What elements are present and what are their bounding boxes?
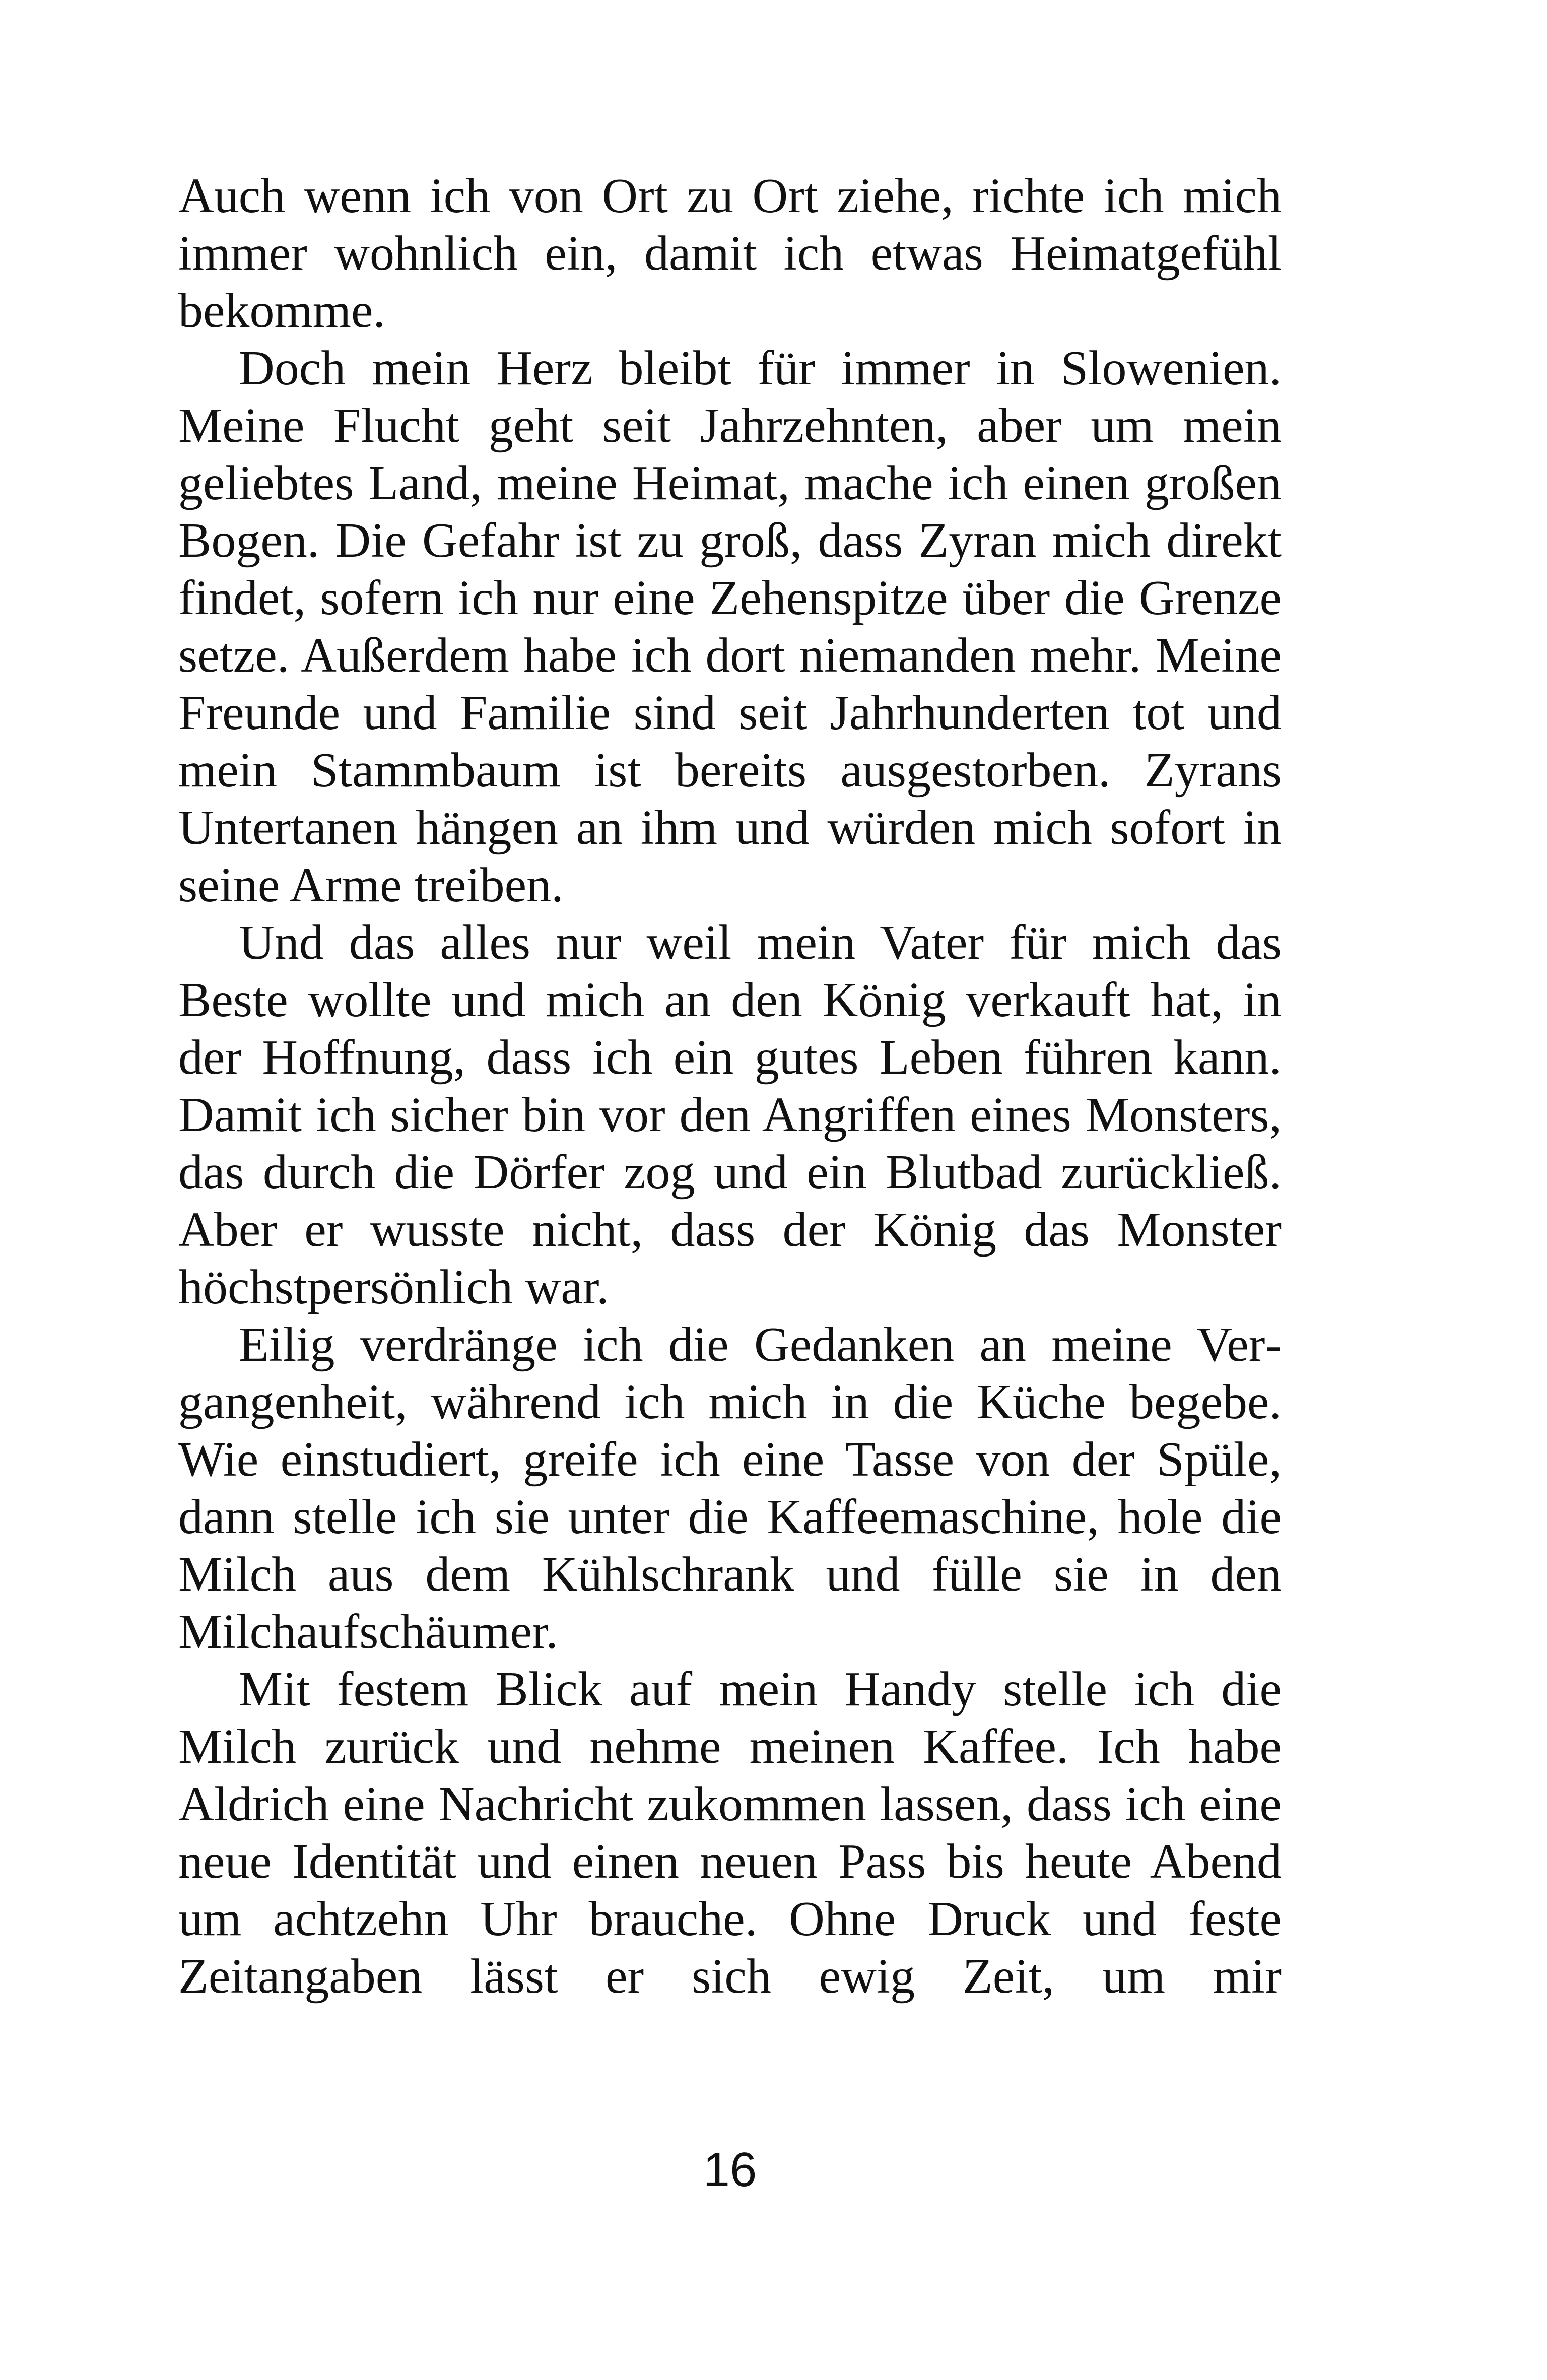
paragraph-1: Auch wenn ich von Ort zu Ort ziehe, richte ich mich immer wohnlich ein, damit ich etwas Heimatgefühl bekomme. [178,169,1282,338]
paragraph-3: Und das alles nur weil mein Vater für mich das Beste wollte und mich an den König verkauft hat, in der Hoffnung, dass ich ein gutes Leben führen kann. Damit ich sicher bin vor den Angriffen eines Monsters, das durch die Dörfer zog und ein Blutbad zurückließ. Aber er wusste nicht, dass der König das Monster höchstpersönlich war. [178,915,1282,1314]
paragraph-5: Mit festem Blick auf mein Handy stelle ich die Milch zurück und nehme meinen Kaffee. Ich habe Aldrich eine Nachricht zukommen lassen, dass ich eine neue Identität und einen neuen Pass bis heute Abend um achtzehn Uhr brauche. Ohne Druck und feste Zeitangaben lässt er sich ewig Zeit, um mir [178,1662,1282,2004]
paragraph-2: Doch mein Herz bleibt für immer in Slowenien. Meine Flucht geht seit Jahrzehnten, aber um mein geliebtes Land, meine Heimat, mache ich einen großen Bogen. Die Gefahr ist zu groß, dass Zyran mich direkt findet, sofern ich nur eine Zehenspitze über die Grenze setze. Außerdem habe ich dort niemanden mehr. Meine Freunde und Familie sind seit Jahrhunderten tot und mein Stammbaum ist bereits ausgestorben. Zyrans Untertanen hängen an ihm und würden mich sofort in seine Arme treiben. [178,341,1282,912]
book-page-text [178,167,1282,2005]
page-number: 16 [703,2143,757,2197]
paragraph-4: Eilig verdränge ich die Gedanken an meine Vergangenheit, während ich mich in die Küche begebe. Wie einstudiert, greife ich eine Tasse von der Spüle, dann stelle ich sie unter die Kaffeemaschine, hole die Milch aus dem Kühlschrank und fülle sie in den Milchaufschäumer. [178,1317,1282,1659]
